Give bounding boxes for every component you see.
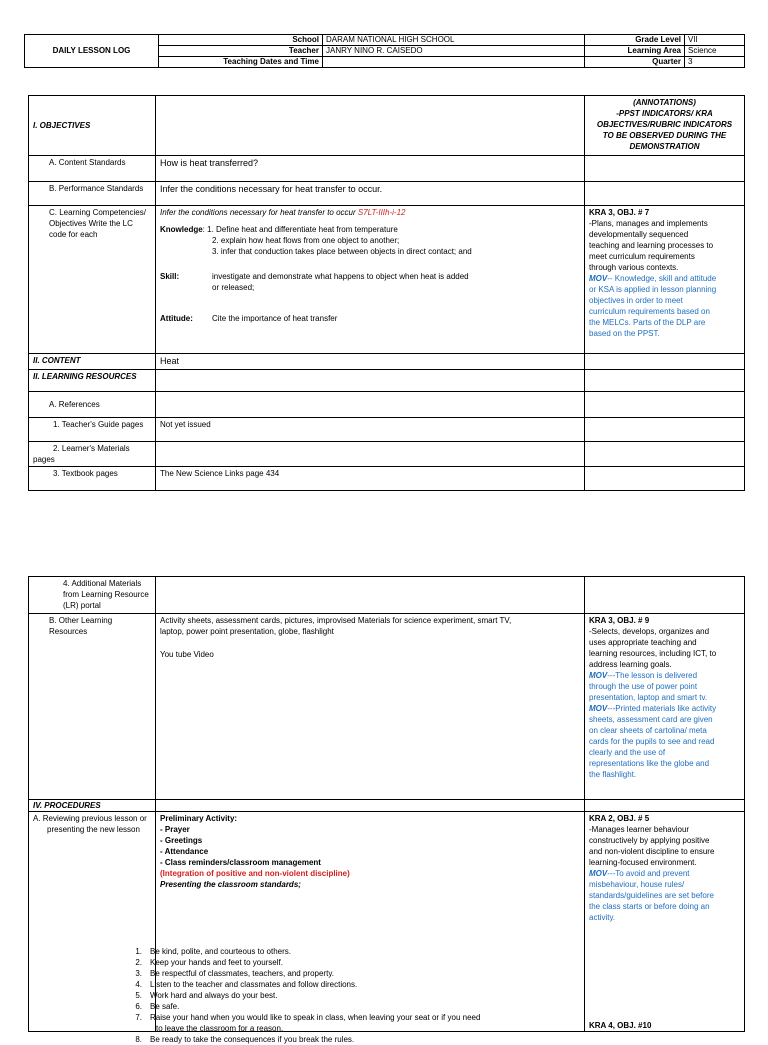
learning-competencies-value: Infer the conditions necessary for heat transfer to occur S7LT-IIIh-i-12 Knowledge: 1. Define heat and differentiate heat from temperature 2. explain how heat flows from one object to another; 3. infer that conduction takes place between objects in direct contact; and Skill: investigate and demonstrate what happens to object when heat is added or released; Attitude: Cite the importance of heat transfer	[156, 206, 585, 354]
resources-procedures-table	[28, 576, 745, 1044]
school-value: DARAM NATIONAL HIGH SCHOOL	[323, 35, 585, 46]
other-resources-value: Activity sheets, assessment cards, pictures, improvised Materials for science experiment, smart TV, laptop, power point presentation, globe, flashlight You tube Video	[156, 614, 585, 800]
video-resource: You tube Video	[160, 650, 214, 659]
kra-obj7-annotation: KRA 3, OBJ. # 7 -Plans, manages and implements developmentally sequenced teaching and learning processes to meet curriculum requirements through various contexts. MOV-- Knowledge, skill and attitude or KSA is applied in lesson planning objectives in order to meet curriculum requirements based on the MELCs. Parts of the DLP are based on the PPST.	[585, 206, 745, 354]
grade-value: VII	[685, 35, 745, 46]
performance-standards-label: B. Performance Standards	[29, 182, 156, 206]
kra-obj10-title: KRA 4, OBJ. #10	[589, 1021, 652, 1030]
kra-obj5-annotation: KRA 2, OBJ. # 5 -Manages learner behaviour constructively by applying positive and non-violent discipline to ensure learning-focused environment. MOV---To avoid and prevent misbehaviour, house rules/ standards/guidelines are set before the class starts or before doing an activity. KRA 4, OBJ. #10	[585, 812, 745, 1032]
reviewing-lesson-value: Preliminary Activity: - Prayer - Greetings - Attendance - Class reminders/classroom management (Integration of positive and non-violent discipline) Presenting the classroom standards; 1. Be kind, polite, and courteous to others. 2. Keep your hands and feet to yourself. 3. Be respectful of classmates, teachers, and property. 4. Listen to the teacher and classmates and follow directions. 5. Work hard and always do your best. 6. Be safe. 7. Raise your hand when you would like to speak in class, when leaving your seat or if you need to leave the classroom for a reason. 8. Be ready to take the consequences if you break the rules.	[156, 812, 585, 1032]
header-table	[24, 34, 745, 68]
textbook-pages-value: The New Science Links page 434	[156, 467, 585, 491]
learning-competencies-label: C. Learning Competencies/ Objectives Write the LC code for each	[29, 206, 156, 354]
annotations-header: (ANNOTATIONS) -PPST INDICATORS/ KRA OBJECTIVES/RUBRIC INDICATORS TO BE OBSERVED DURING THE DEMONSTRATION	[585, 96, 745, 156]
content-standards-label: A. Content Standards	[29, 156, 156, 182]
lc-code: S7LT-IIIh-i-12	[357, 208, 406, 217]
learners-materials-value	[156, 442, 585, 467]
quarter-value: 3	[685, 57, 745, 68]
teacher-value: JANRY NINO R. CAISEDO	[323, 46, 585, 57]
grade-label: Grade Level	[585, 35, 685, 46]
other-resources-label: B. Other Learning Resources	[29, 614, 156, 800]
teacher-label: Teacher	[159, 46, 323, 57]
objectives-table	[28, 95, 745, 491]
quarter-label: Quarter	[585, 57, 685, 68]
doc-title: DAILY LESSON LOG	[25, 35, 159, 68]
content-standards-value: How is heat transferred?	[156, 156, 585, 182]
dates-label: Teaching Dates and Time	[159, 57, 323, 68]
learners-materials-label: 2. Learner's Materials pages	[29, 442, 156, 467]
content-value: Heat	[156, 354, 585, 370]
area-value: Science	[685, 46, 745, 57]
teachers-guide-value: Not yet issued	[156, 418, 585, 442]
school-label: School	[159, 35, 323, 46]
performance-standards-value: Infer the conditions necessary for heat transfer to occur.	[156, 182, 585, 206]
additional-materials-label: 4. Additional Materials from Learning Resource (LR) portal	[29, 577, 156, 614]
area-label: Learning Area	[585, 46, 685, 57]
references-label: A. References	[29, 392, 156, 418]
textbook-pages-label: 3. Textbook pages	[29, 467, 156, 491]
dates-value	[323, 57, 585, 68]
content-heading: II. CONTENT	[29, 354, 156, 370]
procedures-heading: IV. PROCEDURES	[29, 800, 156, 812]
objectives-heading: I. OBJECTIVES	[29, 96, 156, 156]
learning-resources-heading: II. LEARNING RESOURCES	[29, 370, 156, 392]
kra-obj9-annotation: KRA 3, OBJ. # 9 -Selects, develops, organizes and uses appropriate teaching and learning resources, including ICT, to address learning goals. MOV---The lesson is delivered through the use of power point presentation, laptop and smart tv. MOV---Printed materials like activity sheets, assessment card are given on clear sheets of cartolina/ meta cards for the pupils to see and read clearly and the use of representations like the globe and the flashlight.	[585, 614, 745, 800]
teachers-guide-label: 1. Teacher's Guide pages	[29, 418, 156, 442]
reviewing-lesson-label: A. Reviewing previous lesson or presenting the new lesson	[29, 812, 156, 1032]
